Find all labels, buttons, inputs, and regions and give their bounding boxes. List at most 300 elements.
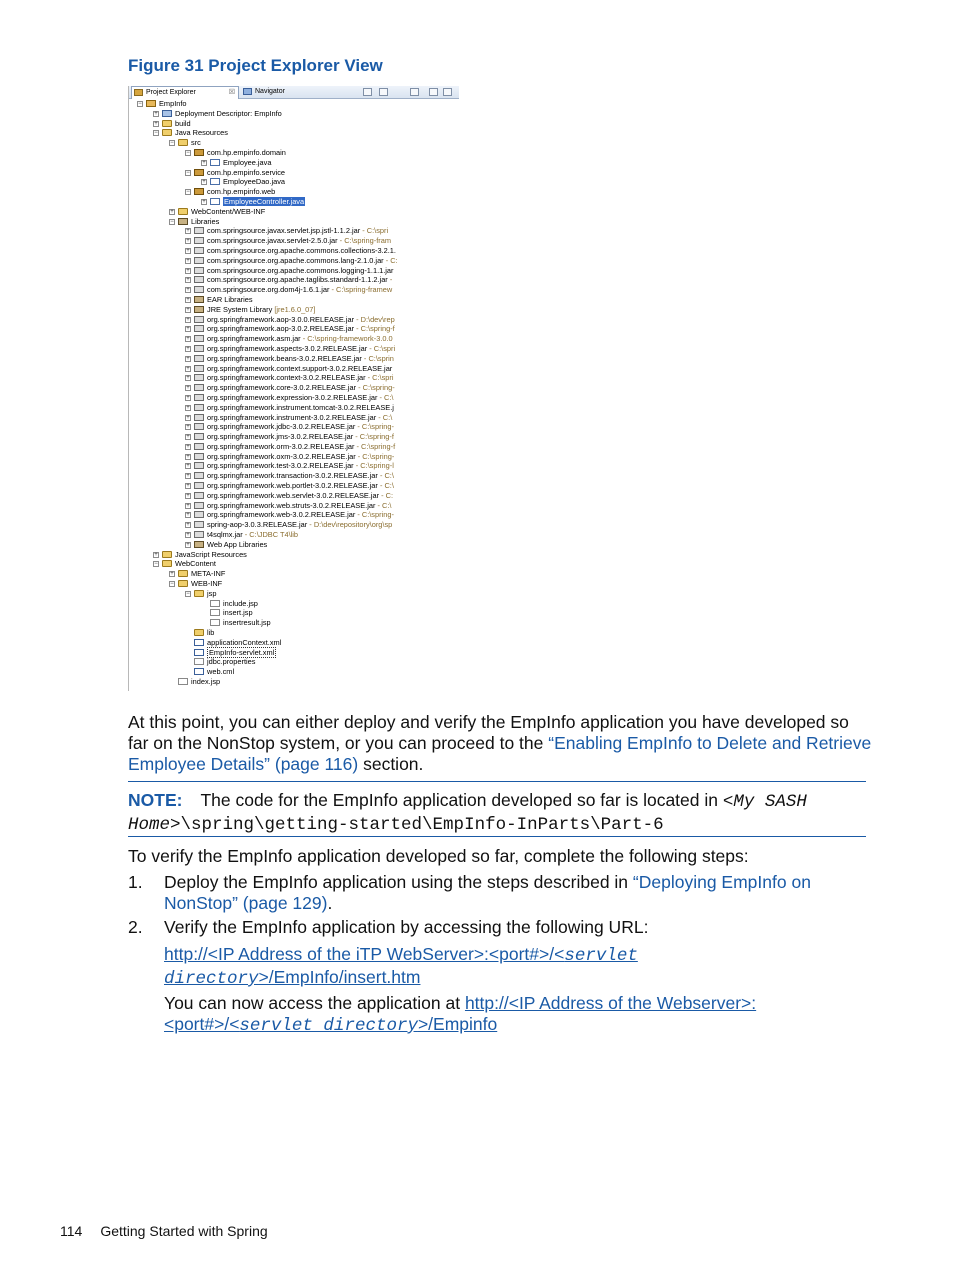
tree-item-text — [223, 618, 271, 628]
tree-item[interactable] — [129, 638, 459, 648]
tree-item-text — [207, 226, 388, 236]
expand-toggle-icon[interactable]: + — [186, 267, 190, 274]
tree-item[interactable] — [129, 667, 459, 677]
tree-item[interactable] — [129, 491, 459, 501]
tree-item-label: org.springframework.aspects-3.0.2.RELEASE.jar — [207, 343, 368, 353]
tree-item-text — [207, 452, 394, 462]
expand-toggle-icon[interactable]: + — [202, 198, 206, 205]
collapse-toggle-icon[interactable]: − — [186, 169, 190, 176]
tree-item-location: - C:\ — [376, 412, 393, 422]
tree-item[interactable] — [129, 422, 459, 432]
tree-item-label: org.springframework.web.portlet-3.0.2.RELEASE.jar — [207, 481, 378, 491]
app-url-servlet-dir[interactable]: servlet directory — [239, 1016, 418, 1036]
note-code-placeholder: My SASH Home — [128, 792, 807, 835]
tree-item[interactable] — [129, 471, 459, 481]
tree-item-text — [175, 109, 282, 119]
jar-icon — [194, 531, 204, 538]
tree-item-label: com.springsource.org.apache.taglibs.standard-1.1.2.jar — [207, 275, 388, 285]
java-file-icon — [210, 159, 220, 166]
tree-item-location: - C:\spring-f — [354, 441, 396, 451]
library-icon — [194, 541, 204, 548]
tree-item[interactable] — [129, 599, 459, 609]
tree-item-text — [223, 177, 285, 187]
tree-item-label: lib — [207, 628, 215, 638]
tree-item-label: org.springframework.beans-3.0.2.RELEASE.jar — [207, 353, 362, 363]
package-icon — [194, 188, 204, 195]
tree-item-label: Java Resources — [175, 128, 228, 138]
tree-item[interactable] — [129, 128, 459, 138]
tree-item-text — [223, 599, 258, 609]
tree-item-text — [207, 168, 285, 178]
tree-item-text — [223, 197, 305, 207]
xml-file-icon — [194, 639, 204, 646]
tree-item[interactable] — [129, 432, 459, 442]
tree-item-location: - C:\sprin — [361, 353, 394, 363]
expand-toggle-icon[interactable]: + — [186, 306, 190, 313]
jar-icon — [194, 462, 204, 469]
figure-caption: Figure 31 Project Explorer View — [128, 56, 383, 75]
tree-item-text — [207, 364, 392, 374]
tree-item-label: org.springframework.orm-3.0.2.RELEASE.jar — [207, 441, 355, 451]
tree-item[interactable] — [129, 226, 459, 236]
tree-item[interactable] — [129, 344, 459, 354]
tree-item[interactable] — [129, 452, 459, 462]
tree-item[interactable] — [129, 158, 459, 168]
tree-item-location: - C:\spring- — [356, 383, 395, 393]
xml-file-icon — [194, 649, 204, 656]
tree-item[interactable] — [129, 481, 459, 491]
tree-item[interactable] — [129, 177, 459, 187]
tree-item-location: - — [387, 275, 393, 285]
tree-item-location: [jre1.6.0_07] — [272, 304, 316, 314]
tree-item[interactable] — [129, 275, 459, 285]
expand-toggle-icon[interactable]: + — [186, 453, 190, 460]
collapse-toggle-icon[interactable]: − — [186, 590, 190, 597]
paragraph-text: At this point, you can either deploy and verify the EmpInfo application you have developed so far on the NonStop system, or you can proceed to the — [128, 712, 849, 753]
tree-item[interactable] — [129, 608, 459, 618]
tree-item-location: - C:\spring-f — [353, 432, 394, 442]
project-explorer-icon — [134, 89, 143, 96]
tree-item-text — [207, 540, 267, 550]
tree-item-label: com.springsource.org.apache.commons.lang-2.1.0.jar — [207, 255, 384, 265]
tree-item[interactable] — [129, 217, 459, 227]
file-icon — [210, 609, 220, 616]
expand-toggle-icon[interactable]: + — [186, 492, 190, 499]
tree-item[interactable] — [129, 373, 459, 383]
tree-item-text — [207, 510, 394, 520]
expand-toggle-icon[interactable]: + — [186, 316, 190, 323]
tree-item-text — [207, 393, 393, 403]
jar-icon — [194, 502, 204, 509]
jar-icon — [194, 394, 204, 401]
tree-item-label: com.springsource.javax.servlet.jsp.jstl-1.1.2.jar — [207, 226, 361, 236]
tree-item-label: org.springframework.expression-3.0.2.RELEASE.jar — [207, 392, 378, 402]
expand-toggle-icon[interactable]: + — [186, 326, 190, 333]
tree-item-text — [207, 422, 394, 432]
tree-item-text — [207, 657, 255, 667]
app-url-part-c[interactable]: >/Empinfo — [417, 1014, 498, 1034]
jar-icon — [194, 423, 204, 430]
expand-toggle-icon[interactable]: + — [186, 473, 190, 480]
tree-item-text — [207, 275, 392, 285]
tree-item-label: WEB-INF — [191, 579, 223, 589]
expand-toggle-icon[interactable]: + — [186, 385, 190, 392]
collapse-toggle-icon[interactable]: − — [170, 581, 174, 588]
expand-toggle-icon[interactable]: + — [186, 541, 190, 548]
tree-item[interactable] — [129, 99, 459, 109]
expand-toggle-icon[interactable]: + — [186, 277, 190, 284]
tree-item-label: com.springsource.org.apache.commons.collections-3.2.1. — [207, 245, 396, 255]
note-text: The code for the EmpInfo application developed so far is located in — [200, 790, 723, 810]
jar-icon — [194, 521, 204, 528]
tree-item-label: jdbc.properties — [207, 657, 256, 667]
tree-item-label: Web App Libraries — [207, 539, 268, 549]
link-enabling-empinfo[interactable]: “Enabling EmpInfo to Delete and Retrieve Employee Details” (page 116) — [128, 733, 872, 774]
tree-item-text — [191, 207, 265, 217]
tree-item-location: - C:\spring- — [355, 422, 394, 432]
tree-item[interactable] — [129, 550, 459, 560]
tree-item-text — [191, 217, 219, 227]
tree-item-label: Employee.java — [223, 157, 272, 167]
tree-item-text — [207, 334, 393, 344]
maximize-icon[interactable] — [443, 88, 452, 96]
tree-item-text — [223, 608, 253, 618]
expand-toggle-icon[interactable]: + — [186, 502, 190, 509]
tree-item-label: EAR Libraries — [207, 294, 253, 304]
package-icon — [194, 149, 204, 156]
tree-item-label: com.hp.empinfo.web — [207, 187, 276, 197]
tree-item-label: build — [175, 118, 191, 128]
tree-item-label: insertresult.jsp — [223, 618, 271, 628]
tree-item-text — [207, 589, 216, 599]
expand-toggle-icon[interactable]: + — [186, 228, 190, 235]
tree-item-label: org.springframework.instrument-3.0.2.RELEASE.jar — [207, 412, 377, 422]
jar-icon — [194, 492, 204, 499]
view-menu-icon[interactable] — [410, 88, 419, 96]
folder-icon — [178, 580, 188, 587]
tree-item-text — [207, 266, 394, 276]
tree-item[interactable] — [129, 207, 459, 217]
tree-item-location: - D:\dev\rep — [354, 314, 395, 324]
paragraph-verify-intro: To verify the EmpInfo application developed so far, complete the following steps: — [128, 846, 749, 866]
jar-icon — [194, 414, 204, 421]
tree-item[interactable] — [129, 197, 459, 207]
minimize-icon[interactable] — [429, 88, 438, 96]
java-file-icon — [210, 178, 220, 185]
tree-item-label: org.springframework.core-3.0.2.RELEASE.jar — [207, 383, 357, 393]
tree-item-label: applicationContext.xml — [207, 637, 282, 647]
tree-item-label: org.springframework.test-3.0.2.RELEASE.jar — [207, 461, 354, 471]
expand-toggle-icon[interactable]: + — [186, 257, 190, 264]
collapse-toggle-icon[interactable]: − — [186, 149, 190, 156]
tree-item[interactable] — [129, 148, 459, 158]
tree-item-text — [191, 138, 201, 148]
tree-item-text — [191, 677, 220, 687]
package-icon — [194, 169, 204, 176]
tree-item-label: org.springframework.web.struts-3.0.2.RELEASE.jar — [207, 500, 376, 510]
page-number: 114 — [60, 1223, 83, 1239]
tree-item-text — [207, 246, 396, 256]
step-1-number: 1. — [128, 872, 143, 892]
tree-item-text — [207, 530, 298, 540]
tree-item[interactable] — [129, 295, 459, 305]
tree-item[interactable] — [129, 569, 459, 579]
tree-item-text — [207, 383, 395, 393]
tree-item-text — [175, 119, 191, 129]
tree-item-text — [207, 285, 392, 295]
folder-icon — [178, 139, 188, 146]
tree-item-text — [207, 373, 393, 383]
tree-item[interactable] — [129, 324, 459, 334]
tree-item-label: web.cml — [207, 667, 235, 677]
jar-icon — [194, 325, 204, 332]
insert-url-part-a[interactable]: http://<IP Address of the iTP WebServer>:<port#>/< — [164, 944, 565, 964]
tree-item-text — [207, 461, 394, 471]
tree-item[interactable] — [129, 510, 459, 520]
tree-item-location: - C:\spring- — [355, 510, 394, 520]
insert-url-servlet-dir[interactable]: servlet directory — [164, 946, 638, 989]
expand-toggle-icon[interactable]: + — [186, 238, 190, 245]
tree-item-text — [207, 315, 395, 325]
tree-item[interactable] — [129, 334, 459, 344]
jar-icon — [194, 276, 204, 283]
footer-title: Getting Started with Spring — [100, 1223, 268, 1239]
tab-project-explorer[interactable] — [131, 86, 239, 99]
close-icon[interactable]: ☒ — [228, 89, 235, 96]
tree-item[interactable] — [129, 285, 459, 295]
jar-icon — [194, 257, 204, 264]
expand-toggle-icon[interactable]: + — [186, 522, 190, 529]
expand-toggle-icon[interactable]: + — [170, 571, 174, 578]
expand-toggle-icon[interactable]: + — [186, 532, 190, 539]
tree-item-text — [207, 305, 315, 315]
tree-item[interactable] — [129, 246, 459, 256]
paragraph-deploy-or-proceed — [128, 712, 873, 775]
tree-item-location: - C:\spri — [360, 226, 389, 236]
tree-item-label: Deployment Descriptor: EmpInfo — [175, 108, 282, 118]
jar-icon — [194, 345, 204, 352]
tree-item-location: - C:\ — [375, 500, 392, 510]
collapse-toggle-icon[interactable]: − — [170, 140, 174, 147]
expand-toggle-icon[interactable]: + — [202, 179, 206, 186]
tree-item[interactable] — [129, 236, 459, 246]
tree-item-location: - C:\ — [377, 471, 394, 481]
tree-item-label: EmpInfo — [159, 99, 187, 108]
tree-item-label: org.springframework.context-3.0.2.RELEASE.jar — [207, 373, 366, 383]
tree-item[interactable] — [129, 559, 459, 569]
expand-toggle-icon[interactable]: + — [186, 296, 190, 303]
tree-item-text — [207, 481, 394, 491]
expand-toggle-icon[interactable]: + — [186, 336, 190, 343]
expand-toggle-icon[interactable]: + — [186, 394, 190, 401]
tree-item-text — [207, 667, 234, 677]
tree-item[interactable] — [129, 393, 459, 403]
expand-toggle-icon[interactable]: + — [202, 159, 206, 166]
tree-item-location: - C:\ — [377, 481, 394, 491]
tree-item[interactable] — [129, 354, 459, 364]
tree-item-text — [207, 432, 394, 442]
jar-icon — [194, 433, 204, 440]
expand-toggle-icon[interactable]: + — [186, 355, 190, 362]
view-tab-bar — [129, 86, 459, 99]
tree-item-text — [207, 148, 286, 158]
expand-toggle-icon[interactable]: + — [186, 365, 190, 372]
expand-toggle-icon[interactable]: + — [154, 551, 158, 558]
tree-item-location: - C: — [379, 490, 394, 500]
folder-icon — [178, 208, 188, 215]
collapse-toggle-icon[interactable]: − — [154, 561, 158, 568]
tree-item[interactable] — [129, 579, 459, 589]
collapse-toggle-icon[interactable]: − — [186, 189, 190, 196]
step-2-number: 2. — [128, 917, 143, 937]
tree-item[interactable] — [129, 628, 459, 638]
tree-item-label: JRE System Library — [207, 304, 273, 314]
tree-item-text — [207, 442, 395, 452]
tree-item-label: org.springframework.jdbc-3.0.2.RELEASE.jar — [207, 422, 356, 432]
tree-item-location: - C:\spring- — [355, 451, 395, 461]
tree-item[interactable] — [129, 501, 459, 511]
tree-item[interactable] — [129, 648, 459, 658]
step-1-tail: . — [327, 893, 333, 913]
tree-item-label: com.springsource.org.dom4j-1.6.1.jar — [207, 285, 330, 295]
tree-item-location: - C:\spring-fram — [337, 236, 392, 246]
tree-item[interactable] — [129, 589, 459, 599]
tree-item[interactable] — [129, 618, 459, 628]
jar-icon — [194, 355, 204, 362]
tree-item-label: com.hp.empinfo.service — [207, 167, 286, 177]
link-with-editor-icon[interactable] — [379, 88, 388, 96]
tree-item[interactable] — [129, 364, 459, 374]
collapse-toggle-icon[interactable]: − — [170, 218, 174, 225]
jar-icon — [194, 335, 204, 342]
collapse-toggle-icon[interactable]: − — [154, 130, 158, 137]
expand-toggle-icon[interactable]: + — [154, 120, 158, 127]
descriptor-icon — [162, 110, 172, 117]
tree-item-label: WebContent/WEB-INF — [191, 206, 266, 216]
access-text: You can now access the application at — [164, 993, 465, 1013]
tree-item-text — [207, 520, 392, 530]
tree-item[interactable] — [129, 413, 459, 423]
tree-item-location: - D:\dev\repository\org\sp — [307, 520, 393, 530]
folder-icon — [162, 560, 172, 567]
step-1-body: Deploy the EmpInfo application using the steps described in — [164, 872, 633, 892]
tree-item[interactable] — [129, 266, 459, 276]
tree-item[interactable] — [129, 442, 459, 452]
tab-navigator-label: Navigator — [255, 88, 285, 95]
tree-item[interactable] — [129, 383, 459, 393]
tree-item-label: jsp — [207, 588, 217, 598]
jar-icon — [194, 247, 204, 254]
expand-toggle-icon[interactable]: + — [186, 404, 190, 411]
tree-item[interactable] — [129, 168, 459, 178]
folder-icon — [162, 120, 172, 127]
tree-item[interactable] — [129, 540, 459, 550]
tree-item[interactable] — [129, 520, 459, 530]
expand-toggle-icon[interactable]: + — [186, 414, 190, 421]
expand-toggle-icon[interactable]: + — [186, 463, 190, 470]
project-icon — [146, 100, 156, 107]
tree-item-text — [175, 550, 247, 560]
tree-item[interactable] — [129, 677, 459, 687]
jar-icon — [194, 267, 204, 274]
tree-item[interactable] — [129, 657, 459, 667]
tree-item-label: org.springframework.asm.jar — [207, 334, 301, 344]
expand-toggle-icon[interactable]: + — [186, 287, 190, 294]
tab-project-explorer-label: Project Explorer — [146, 89, 196, 96]
tree-item-label: insert.jsp — [223, 608, 253, 618]
tree-item[interactable] — [129, 119, 459, 129]
jar-icon — [194, 286, 204, 293]
library-icon — [194, 306, 204, 313]
tree-item-label: org.springframework.context.support-3.0.2.RELEASE.jar — [207, 363, 393, 373]
collapse-toggle-icon[interactable]: − — [138, 101, 142, 107]
tree-item-text — [207, 491, 393, 501]
expand-toggle-icon[interactable]: + — [186, 375, 190, 382]
jar-icon — [194, 365, 204, 372]
expand-toggle-icon[interactable]: + — [186, 345, 190, 352]
insert-url-link[interactable] — [164, 944, 864, 990]
expand-toggle-icon[interactable]: + — [154, 110, 158, 117]
tree-item-label: META-INF — [191, 569, 226, 579]
tree-item[interactable] — [129, 138, 459, 148]
tree-item[interactable] — [129, 530, 459, 540]
note-label: NOTE: — [128, 790, 183, 810]
tree-item-text — [207, 403, 394, 413]
tree-item[interactable] — [129, 305, 459, 315]
expand-toggle-icon[interactable]: + — [170, 208, 174, 215]
tree-item-label: include.jsp — [223, 598, 258, 608]
tree-item[interactable] — [129, 461, 459, 471]
expand-toggle-icon[interactable]: + — [186, 247, 190, 254]
tree-item-text — [207, 501, 391, 511]
tree-item-location: - C:\spring-framew — [329, 285, 393, 295]
jar-icon — [194, 472, 204, 479]
tree-item[interactable] — [129, 256, 459, 266]
link-deploying-empinfo[interactable]: “Deploying EmpInfo on NonStop” (page 129) — [164, 872, 811, 913]
java-file-icon — [210, 198, 220, 205]
tree-item-text — [175, 559, 216, 569]
expand-toggle-icon[interactable]: + — [186, 434, 190, 441]
jar-icon — [194, 511, 204, 518]
project-explorer-screenshot — [128, 86, 459, 691]
tree-item-label: org.springframework.web-3.0.2.RELEASE.jar — [207, 510, 356, 520]
tab-navigator[interactable] — [241, 86, 327, 98]
app-url-part-a[interactable]: http://<IP Address of the Webserver>:<port#>/< — [164, 993, 757, 1034]
expand-toggle-icon[interactable]: + — [186, 443, 190, 450]
tree-item-text — [175, 128, 228, 138]
tree-item[interactable] — [129, 403, 459, 413]
tree-item-text — [159, 99, 187, 109]
expand-toggle-icon[interactable]: + — [186, 424, 190, 431]
tree-item[interactable] — [129, 187, 459, 197]
collapse-all-icon[interactable] — [363, 88, 372, 96]
tree-item-location: - C:\spring-framework-3.0.0 — [300, 334, 393, 344]
expand-toggle-icon[interactable]: + — [186, 483, 190, 490]
expand-toggle-icon[interactable]: + — [186, 512, 190, 519]
jar-icon — [194, 374, 204, 381]
insert-url-part-c[interactable]: >/EmpInfo/insert.htm — [258, 967, 421, 987]
tree-item-text — [207, 256, 398, 266]
tree-item-label: org.springframework.aop-3.0.2.RELEASE.jar — [207, 324, 355, 334]
note-rule-top — [128, 781, 866, 782]
folder-icon — [178, 570, 188, 577]
tree-item-text — [207, 187, 275, 197]
tree-item[interactable] — [129, 109, 459, 119]
tree-item[interactable] — [129, 315, 459, 325]
tree-item-label: org.springframework.oxm-3.0.2.RELEASE.jar — [207, 451, 356, 461]
folder-icon — [194, 590, 204, 597]
tree-item-label: index.jsp — [191, 677, 221, 687]
